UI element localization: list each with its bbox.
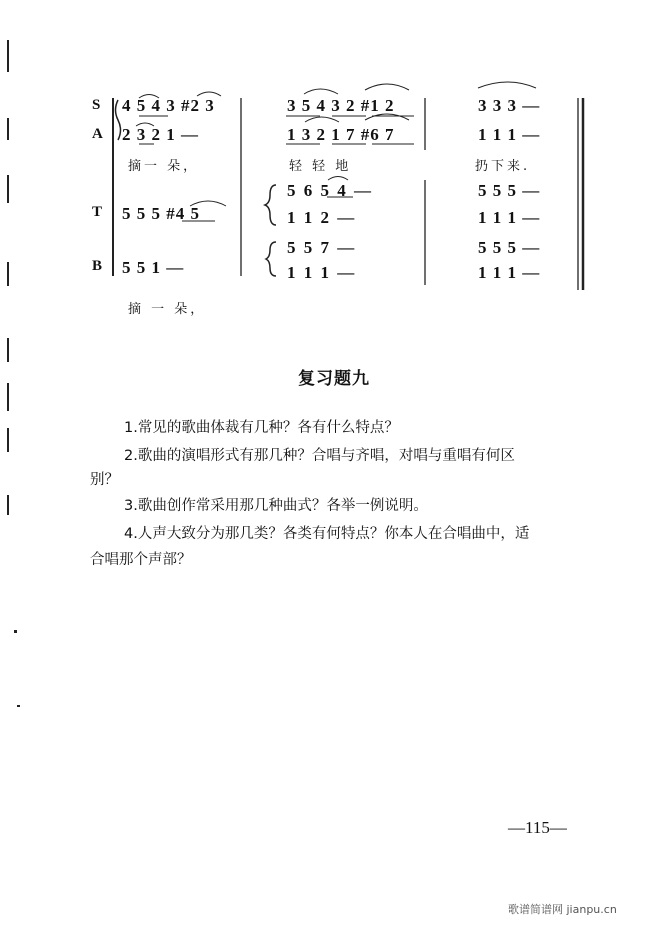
- m1-bass-lyric: 摘 一 朵，: [128, 302, 207, 317]
- m1-lyric: 摘一 朵，: [128, 159, 200, 174]
- m2-lyric: 轻 轻 地: [289, 159, 352, 174]
- m1-soprano-notes: 4 5 4 3 #2 3: [122, 96, 215, 115]
- m1-alto-notes: 2 3 2 1 —: [122, 125, 199, 144]
- m2-alto-notes: 1 3 2 1 7 #6 7: [287, 125, 395, 144]
- m1-tenor-notes: 5 5 5 #4 5: [122, 204, 200, 223]
- question-4-line-1: 4.人声大致分为那几类？各类有何特点？你本人在合唱曲中，适: [124, 526, 530, 542]
- m2-tenor-upper-notes: 5 6 5 4 —: [287, 181, 373, 200]
- m2-bass-upper-notes: 5 5 7 —: [287, 238, 357, 257]
- question-1: 1.常见的歌曲体裁有几种？各有什么特点？: [124, 420, 399, 436]
- question-3: 3.歌曲创作常采用那几种曲式？各举一例说明。: [124, 498, 428, 514]
- m1-bass-notes: 5 5 1 —: [122, 258, 185, 277]
- section-title: 复习题九: [298, 369, 370, 389]
- m2-bass-lower-notes: 1 1 1 —: [287, 263, 357, 282]
- question-2-line-1: 2.歌曲的演唱形式有那几种？合唱与齐唱，对唱与重唱有何区: [124, 448, 515, 464]
- m2-tenor-lower-notes: 1 1 2 —: [287, 208, 357, 227]
- voice-label-soprano: S: [92, 97, 101, 113]
- m3-lyric: 扔下来.: [475, 159, 531, 174]
- m3-soprano-notes: 3 3 3 —: [478, 96, 541, 115]
- voice-label-tenor: T: [92, 204, 103, 220]
- voice-label-alto: A: [92, 126, 103, 142]
- watermark: 歌谱简谱网 jianpu.cn: [508, 903, 617, 916]
- m3-tenor-upper-notes: 5 5 5 —: [478, 181, 541, 200]
- m2-soprano-notes: 3 5 4 3 2 #1 2: [287, 96, 395, 115]
- voice-label-bass: B: [92, 258, 103, 274]
- page-number: —115—: [508, 818, 567, 837]
- m3-tenor-lower-notes: 1 1 1 —: [478, 208, 541, 227]
- question-4-line-2: 合唱那个声部？: [90, 552, 192, 568]
- m3-alto-notes: 1 1 1 —: [478, 125, 541, 144]
- question-2-line-2: 别？: [90, 472, 119, 488]
- m3-bass-lower-notes: 1 1 1 —: [478, 263, 541, 282]
- m3-bass-upper-notes: 5 5 5 —: [478, 238, 541, 257]
